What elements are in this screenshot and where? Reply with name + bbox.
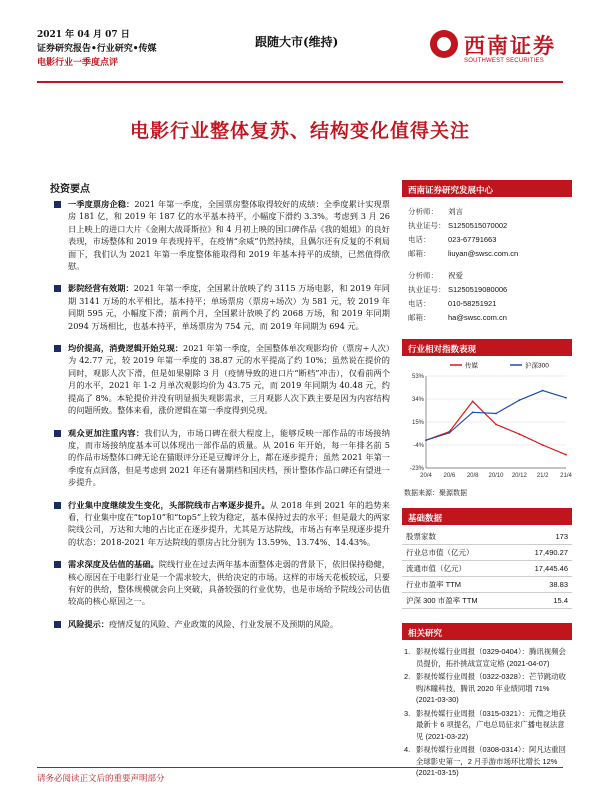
row-value: 38.83 [549,580,568,589]
square-bullet-icon [54,285,61,292]
relative-index-section [402,339,572,498]
basic-data-header: 基础数据 [402,508,572,525]
y-tick-label: -23% [409,466,424,472]
x-tick-label: 20/8 [466,473,479,479]
report-type: 证券研究报告•行业研究•传媒 [37,44,157,54]
row-value: 17,445.46 [534,564,568,573]
email-link[interactable]: ha@swsc.com.cn [448,313,507,322]
point-text: 2021 年第一季度，全国票房整体取得较好的成绩：全季度累计实现票房 181 亿，和 2019 年 187 亿的水平基本持平，小幅度下滑约 3.3%。考虑到 3 月 26 日上映上的进口大片《金刚大战哥斯拉》和 4 月初上映的国口碑作品《我的姐姐》的良好表现，市场整体和 2019 年表现持平，在疫情“余威”仍然持续，且偶尔还有反复的不利局面下，我们认为 2021 年第一季度整体能取得和 2019 年基本持平的成绩，已然值得欣慰。 [68,199,390,272]
email-label: 邮箱： [408,249,431,258]
point-text: 疫情反复的风险、产业政策的风险、行业发展不及预期的风险。 [108,618,339,629]
basic-data-table [402,529,572,609]
point-text: 从 2018 年到 2021 年的趋势来看，行业集中度在“top10”和“top5”上较为稳定，基本保持过去的水平；但是最大的两家院线公司，万达和大地的占比正在逐步提升，尤其是万达院线，市场占有率呈现逐步提升的状态：2018-2021 年万达院线的票房占比分别为 13.59%、13.74%、14.43%。 [68,499,390,547]
summary-point [50,427,390,489]
chart-header: 行业相对指数表现 [402,339,572,356]
square-bullet-icon [54,345,61,352]
summary-point [50,499,390,549]
data-point [495,424,497,426]
x-tick-label: 20/4 [420,473,432,479]
y-tick-label: -4% [413,443,424,449]
point-text: 2021 年第一季度，全国整体单次观影均价（票房÷人次）为 42.77 元，较 2019 年第一季度的 38.87 元的水平提高了约 10%；虽然说在提价的同时，观影人次下滑，但是如果剔除 3 月（疫情导致的进口片“断档”冲击），仅看前两个月的水平，2021 年 1-2 月单次观影均价为 43.75 元，而 2019 年同期为 40.48 元，约提高了 8%。本轮提价并没有明显损失观影需求，三月观影人次下跌主要是因为内容结构的问题所致。整体来看，涨价逻辑在第一季度得到兑现。 [68,343,390,416]
analyst-role-label: 分析师： [408,207,438,216]
logo-text-en: SOUTHWEST SECURITIES [464,58,544,64]
analyst-contacts [402,197,572,329]
data-point [565,454,567,456]
table-row [402,529,572,545]
analyst-name: 刘言 [448,207,463,216]
list-item[interactable] [404,744,570,779]
point-lead: 观众更加注重内容： [68,427,145,438]
related-link[interactable]: 影视传媒行业周报（0308-0314）：阿凡达重回全球影史第一，2 月手游市场环比增长 12% (2021-03-15) [416,745,566,777]
logo-seal-icon [430,30,458,58]
research-center-header: 西南证券研究发展中心 [402,180,572,197]
cert-label: 执业证号： [408,221,446,230]
point-text: 2021 年第一季度，全国累计放映了约 3115 万场电影，和 2019 年同期 3141 万场的水平相比，基本持平；单场票房（票房÷场次）为 581 元，较 2019 年同期 595 元，小幅度下滑；前两个月，全国累计放映了约 2068 万场，和 2019 年同期 2094 万场相比，也基本持平，单场票房为 754 元，而 2019 年同期为 694 元。 [68,283,390,331]
cert-number: S1250515070002 [448,221,508,230]
summary-label: 投资要点 [50,184,90,195]
basic-data-section [402,508,572,609]
y-tick-label: 34% [411,397,424,403]
table-row [402,593,572,609]
company-logo [430,26,570,78]
row-label: 流通市值（亿元） [406,564,466,573]
table-row [402,561,572,577]
point-lead: 均价提高，消费逻辑开始兑现： [68,343,184,354]
email-label: 邮箱： [408,313,431,322]
data-point [518,399,520,401]
summary-point [50,558,390,608]
x-tick-label: 20/6 [443,473,456,479]
square-bullet-icon [54,430,61,437]
related-research-section [402,623,572,779]
legend-label: 传媒 [465,362,478,370]
y-tick-label: 15% [411,420,424,426]
data-point [472,411,474,413]
chart-source: 数据来源：聚源数据 [404,490,467,497]
phone-number: 023-67791663 [448,235,497,244]
footer-divider [37,767,563,768]
analyst-name: 祝爱 [448,271,463,280]
data-point [518,433,520,435]
row-value: 17,490.27 [534,548,568,557]
summary-point [50,618,390,630]
logo-text-cn: 西南证券 [464,33,556,58]
summary-point [50,342,390,416]
report-category: 电影行业一季度点评 [37,58,119,68]
row-value: 15.4 [553,596,568,605]
phone-label: 电话： [408,299,431,308]
data-point [448,432,450,434]
data-point [495,413,497,415]
related-research-list [402,640,572,779]
legend-label: 沪深300 [525,362,549,370]
rating-label: 跟随大市(维持) [255,35,339,49]
square-bullet-icon [54,621,61,628]
list-number: 2. [404,672,411,681]
report-date: 2021 年 04 月 07 日 [37,30,130,40]
row-label: 行业市盈率 TTM [406,580,461,589]
point-lead: 行业集中度继续发生变化，头部院线市占率逐步提升。 [68,499,270,510]
footer-disclaimer: 请务必阅读正文后的重要声明部分 [37,774,165,784]
header-divider [37,81,563,83]
row-label: 行业总市值（亿元） [406,548,474,557]
x-tick-label: 20/12 [511,473,527,479]
summary-point [50,282,390,332]
point-text: 院线行业在过去两年基本面整体走弱的背景下，依旧保持稳健，核心原因在于电影行业是一个需求较大，供给决定的市场。这样的市场天花板较远，只要有好的供给，整体规模就会向上突破，具备较强的行业优势，也是市场给予院线公司估值较高的核心原因之一。 [68,559,390,607]
list-number: 1. [404,647,411,656]
analyst-role-label: 分析师： [408,271,438,280]
list-number: 3. [404,708,411,718]
row-label: 股票家数 [406,532,436,541]
sidebar [402,180,572,781]
phone-number: 010-58251921 [448,299,497,308]
related-link[interactable]: 影视传媒行业周报（0315-0321）：元微之地获最新卡 6 项提名，广电总局征求广播电视法意见 (2021-03-22) [416,708,566,741]
square-bullet-icon [54,502,61,509]
point-lead: 一季度票房企稳： [68,199,135,209]
x-tick-label: 20/10 [488,473,504,479]
point-text: 我们认为，市场口碑在很大程度上，能够反映一部作品的市场接纳度，而市场接纳度基本可以体现出一部作品的质量。从 2016 年开始，每一年排名前 5 的作品市场整体口碑无论在猫眼评分还是豆瓣评分上，都在逐步提升；虽然 2021 年第一季度有点回落，但是考虑到 2021 年还有暑期档和国庆档，预计整体作品口碑还有望进一步提升。 [68,427,390,488]
list-item[interactable] [404,646,570,669]
cert-number: S1250519080006 [448,285,508,294]
y-tick-label: 53% [411,374,424,380]
line-chart [402,356,572,486]
phone-label: 电话： [408,235,431,244]
x-tick-label: 21/2 [536,473,549,479]
cert-label: 执业证号： [408,285,446,294]
point-lead: 影院经营有效期： [68,283,134,294]
list-item[interactable] [404,708,570,743]
data-point [542,390,544,392]
list-item[interactable] [404,671,570,706]
table-row [402,545,572,561]
row-value: 173 [555,532,568,541]
summary-points [50,194,390,640]
list-number: 4. [404,745,411,754]
point-lead: 需求深度及估值的基础。 [68,559,159,570]
square-bullet-icon [54,561,61,568]
x-tick-label: 21/4 [560,473,572,479]
relative-index-chart [402,356,572,486]
row-label: 沪深 300 市盈率 TTM [406,596,478,605]
data-point [542,444,544,446]
page-title: 电影行业整体复苏、结构变化值得关注 [129,120,470,142]
related-research-header: 相关研究 [402,623,572,640]
data-point [565,397,567,399]
report-meta [37,28,157,70]
table-row [402,577,572,593]
point-lead: 风险提示： [68,618,109,629]
related-link[interactable]: 影视传媒行业周报（0329-0404）：腾讯视频会员提价，拓扑挑战宣宣定格 (2021-04-07) [416,647,566,668]
summary-point [50,198,390,272]
data-point [425,439,427,441]
series-line-media [426,401,566,454]
square-bullet-icon [54,201,61,208]
email-link[interactable]: liuyan@swsc.com.cn [448,249,519,258]
related-link[interactable]: 影视传媒行业周报（0322-0328）：芒节跳动收购沐瞳科技，腾讯 2020 年业绩同增 71% (2021-03-30) [416,672,566,704]
data-point [472,401,474,403]
